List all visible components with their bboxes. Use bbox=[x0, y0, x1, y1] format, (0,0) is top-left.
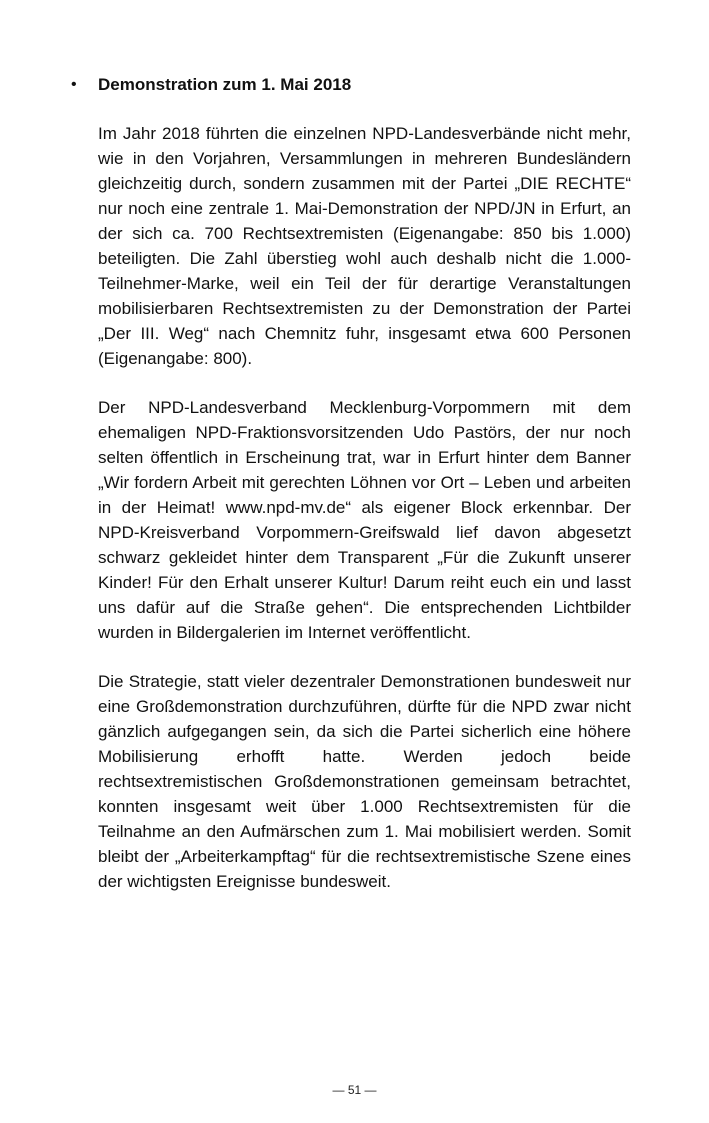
bullet-point: • bbox=[71, 76, 77, 93]
paragraph-1: Im Jahr 2018 führten die einzelnen NPD-Landesverbände nicht mehr, wie in den Vorjahren, Versammlungen in mehreren Bundesländern gleichzeitig durch, sondern zusammen mit der Partei „DIE RECHTE“ nur noch eine zentrale 1. Mai-Demonstration der NPD/JN in Erfurt, an der sich ca. 700 Rechtsextremisten (Eigenangabe: 850 bis 1.000) beteiligten. Die Zahl überstieg wohl auch deshalb nicht die 1.000-Teilnehmer-Marke, weil ein Teil der für derartige Veranstaltungen mobilisierbaren Rechtsextremisten zu der Demonstration der Partei „Der III. Weg“ nach Chemnitz fuhr, insgesamt etwa 600 Personen (Eigenangabe: 800). bbox=[98, 124, 631, 368]
page-number: — 51 — bbox=[332, 1083, 377, 1097]
paragraph-3: Die Strategie, statt vieler dezentraler Demonstrationen bundesweit nur eine Großdemonstration durchzuführen, dürfte für die NPD zwar nicht gänzlich aufgegangen sein, da sich die Partei sicherlich eine höhere Mobilisierung erhofft hatte. Werden jedoch beide rechtsextremistischen Großdemonstrationen gemeinsam betrachtet, konnten insgesamt weit über 1.000 Rechtsextremisten für die Teilnahme an den Aufmärschen zum 1. Mai mobilisiert werden. Somit bleibt der „Arbeiterkampftag“ für die rechtsextremistische Szene eines der wichtigsten Ereignisse bundesweit. bbox=[98, 672, 631, 891]
paragraph-2: Der NPD-Landesverband Mecklenburg-Vorpommern mit dem ehemaligen NPD-Fraktionsvorsitzenden Udo Pastörs, der nur noch selten öffentlich in Erscheinung trat, war in Erfurt hinter dem Banner „Wir fordern Arbeit mit gerechten Löhnen vor Ort – Leben und arbeiten in der Heimat! www.npd-mv.de“ als eigener Block erkennbar. Der NPD-Kreisverband Vorpommern-Greifswald lief davon abgesetzt schwarz gekleidet hinter dem Transparent „Für die Zukunft unserer Kinder! Für den Erhalt unserer Kultur! Darum reiht euch ein und lasst uns dafür auf die Straße gehen“. Die entsprechenden Lichtbilder wurden in Bildergalerien im Internet veröffentlicht. bbox=[98, 398, 631, 642]
section-heading: Demonstration zum 1. Mai 2018 bbox=[98, 75, 352, 94]
section-body bbox=[98, 121, 631, 918]
